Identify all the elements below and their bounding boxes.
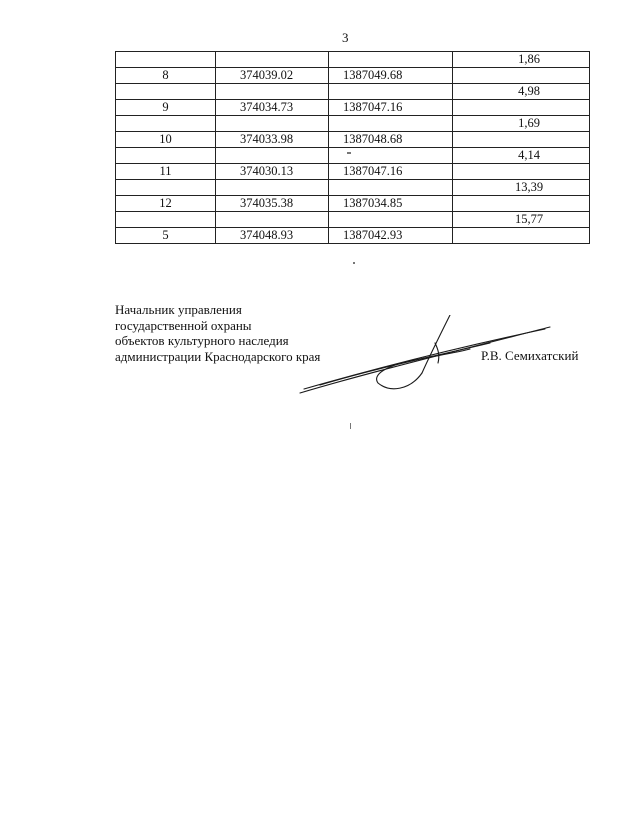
empty-cell [216,148,329,164]
distance-value: 1,86 [453,52,590,68]
empty-cell [116,52,216,68]
empty-cell [216,116,329,132]
empty-cell [216,52,329,68]
empty-cell [453,228,590,244]
distance-row [116,212,590,228]
y-coordinate: 1387047.16 [329,100,453,116]
empty-cell [329,180,453,196]
point-row [116,196,590,212]
point-row [116,228,590,244]
coordinates-table-body [116,52,590,244]
distance-row [116,84,590,100]
distance-value: 1,69 [453,116,590,132]
y-coordinate: 1387048.68 [329,132,453,148]
distance-row [116,180,590,196]
coordinates-table [115,51,590,244]
distance-row [116,116,590,132]
empty-cell [216,84,329,100]
position-line-4: администрации Краснодарского края [115,348,321,364]
empty-cell [329,212,453,228]
empty-cell [329,84,453,100]
distance-row [116,148,590,164]
y-coordinate: 1387042.93 [329,228,453,244]
scan-speck [350,423,351,429]
empty-cell [116,180,216,196]
empty-cell [453,100,590,116]
point-number: 9 [116,100,216,116]
empty-cell [116,116,216,132]
position-line-1: Начальник управления [115,302,242,317]
x-coordinate: 374048.93 [216,228,329,244]
position-line-3: объектов культурного наследия [115,333,289,348]
point-row [116,164,590,180]
scan-speck [347,152,351,154]
empty-cell [116,212,216,228]
point-row [116,68,590,84]
y-coordinate: 1387049.68 [329,68,453,84]
distance-row [116,52,590,68]
empty-cell [216,212,329,228]
empty-cell [116,84,216,100]
point-number: 12 [116,196,216,212]
point-number: 11 [116,164,216,180]
position-line-2: государственной охраны [115,317,252,333]
empty-cell [453,132,590,148]
scan-speck [353,262,355,264]
signer-name: Р.В. Семихатский [481,348,579,363]
distance-value: 15,77 [453,212,590,228]
point-number: 8 [116,68,216,84]
empty-cell [329,116,453,132]
empty-cell [216,180,329,196]
x-coordinate: 374035.38 [216,196,329,212]
page-number: 3 [342,30,349,45]
distance-value: 4,14 [453,148,590,164]
empty-cell [453,196,590,212]
x-coordinate: 374034.73 [216,100,329,116]
point-number: 5 [116,228,216,244]
empty-cell [329,52,453,68]
point-row [116,100,590,116]
y-coordinate: 1387034.85 [329,196,453,212]
empty-cell [453,68,590,84]
distance-value: 13,39 [453,180,590,196]
empty-cell [453,164,590,180]
empty-cell [116,148,216,164]
distance-value: 4,98 [453,84,590,100]
y-coordinate: 1387047.16 [329,164,453,180]
x-coordinate: 374030.13 [216,164,329,180]
empty-cell [329,148,453,164]
point-row [116,132,590,148]
x-coordinate: 374033.98 [216,132,329,148]
point-number: 10 [116,132,216,148]
x-coordinate: 374039.02 [216,68,329,84]
